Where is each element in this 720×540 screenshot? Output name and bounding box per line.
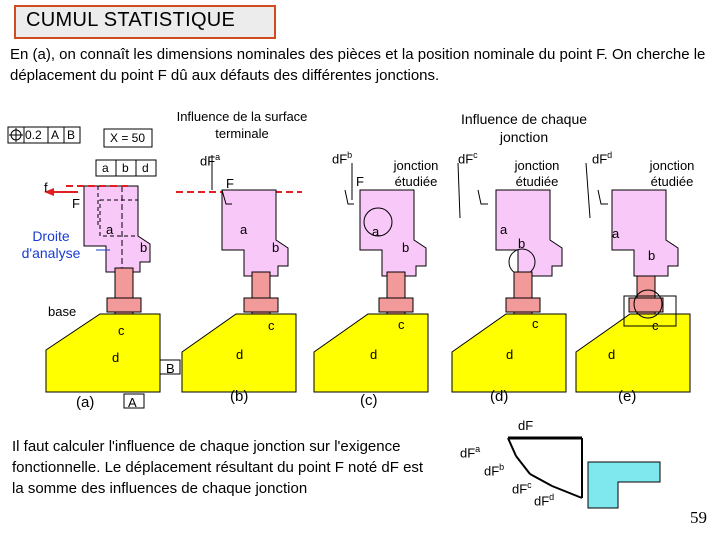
view-c-part-b: b xyxy=(402,240,410,255)
view-b-part-d: d xyxy=(236,347,244,362)
vector-dF-label: dF xyxy=(518,418,534,433)
slide-title: CUMUL STATISTIQUE xyxy=(26,9,236,31)
intro-paragraph: En (a), on connaît les dimensions nominales des pièces et la position nominale du point F. On cherche le déplacement du point F dû aux défauts des différentes jonctions. xyxy=(10,46,706,84)
vector-dFd-label: $dF^d$ xyxy=(534,492,555,509)
view-e-part-d: d xyxy=(608,347,616,362)
caption-view-c: (c) xyxy=(360,392,378,409)
view-e-part-a: a xyxy=(612,226,620,241)
view-a-part-a: a xyxy=(106,222,114,237)
label-F-a: F xyxy=(72,196,80,211)
view-d-part-b: b xyxy=(518,236,526,251)
view-e-dFd: $dF^d$ xyxy=(592,150,613,167)
tolerance-datum-2: B xyxy=(67,128,76,142)
view-c-part-a: a xyxy=(372,224,380,239)
view-e-part-c: c xyxy=(652,318,659,333)
view-c-dFb: $dF^b$ xyxy=(332,150,353,167)
dimension-label: X = 50 xyxy=(110,131,146,145)
view-b-part-a: a xyxy=(240,222,248,237)
analysis-line-label: Droite d'analyse xyxy=(21,228,81,261)
view-c-studied-junction: jonction étudiée xyxy=(393,158,439,189)
tolerance-datum-1: A xyxy=(51,128,60,142)
vector-dFa-label: $dF^a$ xyxy=(460,444,481,461)
view-b-dFa: $dF^a$ xyxy=(200,152,221,169)
page-number: 59 xyxy=(690,508,707,527)
datum-box-d: d xyxy=(142,161,149,175)
surface-influence-header: Influence de la surface terminale xyxy=(176,109,308,141)
view-b-part-c: c xyxy=(268,318,275,333)
tolerance-value: 0.2 xyxy=(25,128,42,142)
view-c-F: F xyxy=(356,174,364,189)
datum-box-a: a xyxy=(102,161,109,175)
base-label: base xyxy=(48,304,77,319)
vector-dFb-label: $dF^b$ xyxy=(484,462,505,479)
vector-sum xyxy=(508,438,660,508)
caption-view-b: (b) xyxy=(230,388,249,405)
view-d-part-c: c xyxy=(532,316,539,331)
view-e-part-b: b xyxy=(648,248,656,263)
view-d-part-a: a xyxy=(500,222,508,237)
datum-A: A xyxy=(128,395,137,410)
junction-influence-header: Influence de chaque jonction xyxy=(460,111,588,145)
view-d-dFc: $dF^c$ xyxy=(458,150,478,167)
datum-B: B xyxy=(166,361,175,376)
label-f: f xyxy=(44,180,48,195)
view-c-part-c: c xyxy=(398,317,405,332)
datum-box-b: b xyxy=(122,161,129,175)
view-a-part-d: d xyxy=(112,350,120,365)
caption-view-e: (e) xyxy=(618,388,637,405)
conclusion-paragraph: Il faut calculer l'influence de chaque jonction sur l'exigence fonctionnelle. Le déplacement résultant du point F noté dF est la somme des influences de chaque jonction xyxy=(12,438,424,497)
view-b-part-b: b xyxy=(272,240,280,255)
view-d-part-d: d xyxy=(506,347,514,362)
view-e-studied-junction: jonction étudiée xyxy=(649,158,695,189)
caption-view-d: (d) xyxy=(490,388,509,405)
view-a-part-c: c xyxy=(118,323,125,338)
view-a-part-b: b xyxy=(140,240,148,255)
view-d-studied-junction: jonction étudiée xyxy=(514,158,560,189)
view-c-part-d: d xyxy=(370,347,378,362)
caption-view-a: (a) xyxy=(76,394,95,411)
view-e xyxy=(576,190,690,392)
vector-dFc-label: $dF^c$ xyxy=(512,480,532,497)
view-a xyxy=(44,186,180,408)
view-b-F: F xyxy=(226,176,234,191)
